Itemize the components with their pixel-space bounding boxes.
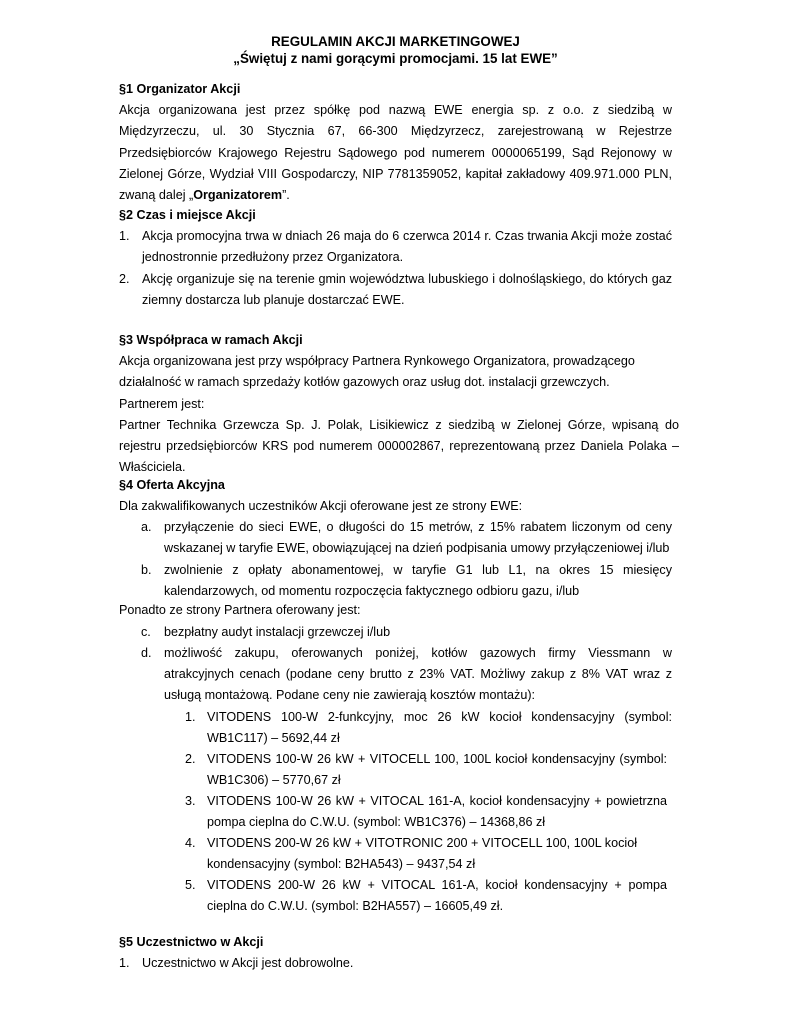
- list-item-text: Uczestnictwo w Akcji jest dobrowolne.: [142, 956, 354, 970]
- section-3-partner: Partner Technika Grzewcza Sp. J. Polak, Lisikiewicz z siedzibą w Zielonej Górze, wpisaną do rejestru przedsiębiorców KRS pod numerem 000002867, reprezentowaną przez Daniela Polaka – Właściciela.: [119, 417, 679, 475]
- product-item: [185, 749, 672, 791]
- list-item-text: Akcja promocyjna trwa w dniach 26 maja do 6 czerwca 2014 r. Czas trwania Akcji może zostać jednostronnie przedłużony przez Organizatora.: [142, 229, 672, 265]
- product-text: VITODENS 100-W 2-funkcyjny, moc 26 kW kocioł kondensacyjny (symbol: WB1C117) – 5692,44 zł: [207, 710, 672, 746]
- offer-item: [141, 517, 672, 559]
- document-title: REGULAMIN AKCJI MARKETINGOWEJ: [271, 34, 520, 49]
- section-3: [119, 330, 679, 478]
- offer-item: [141, 622, 672, 643]
- document-subtitle: „Świętuj z nami gorącymi promocjami. 15 lat EWE”: [233, 51, 558, 66]
- list-marker: d.: [141, 646, 152, 660]
- list-marker: 2.: [119, 272, 130, 286]
- section-2-item: [119, 269, 672, 311]
- list-marker: 1.: [185, 710, 196, 724]
- section-3-paragraph: Akcja organizowana jest przy współpracy Partnera Rynkowego Organizatora, prowadzącego działalność w ramach sprzedaży kotłów gazowych oraz usług dot. instalacji grzewczych. Partnerem jest:: [119, 354, 635, 411]
- section-2: [119, 205, 672, 226]
- section-3-heading: §3 Współpraca w ramach Akcji: [119, 333, 303, 347]
- partner-intro: Ponadto ze strony Partnera oferowany jest:: [119, 603, 361, 617]
- list-marker: c.: [141, 625, 151, 639]
- list-marker: 1.: [119, 956, 130, 970]
- organizer-term: Organizatorem: [193, 188, 283, 203]
- list-marker: b.: [141, 563, 152, 577]
- section-1-text: Akcja organizowana jest przez spółkę pod nazwą EWE energia sp. z o.o. z siedzibą w Międzyrzeczu, ul. 30 Stycznia 67, 66-300 Międzyrzecz, zarejestrowaną w Rejestrze Przedsiębiorców Krajowego Rejestru Sądowego pod numerem 0000065199, Sąd Rejonowy w Zielonej Górze, Wydział VIII Gospodarczy, NIP 7781359052, kapitał zakładowy 409.971.000 PLN, zwaną dalej „: [119, 103, 672, 203]
- section-1-text-end: ”.: [282, 188, 290, 203]
- section-1-paragraph: [119, 100, 672, 206]
- product-item: [185, 833, 672, 875]
- product-text: VITODENS 100-W 26 kW + VITOCELL 100, 100L kocioł kondensacyjny (symbol: WB1C306) – 5770,67 zł: [207, 752, 667, 788]
- section-5-item: [119, 953, 672, 974]
- product-text: VITODENS 100-W 26 kW + VITOCAL 161-A, kocioł kondensacyjny + powietrzna pompa cieplna do C.W.U. (symbol: WB1C376) – 14368,86 zł: [207, 794, 667, 830]
- section-4: [119, 475, 672, 517]
- list-item-text: przyłączenie do sieci EWE, o długości do 15 metrów, z 15% rabatem liczonym od ceny wskazanej w taryfie EWE, obowiązującej na dzień podpisania umowy przyłączeniowej i/lub: [164, 520, 672, 556]
- section-5: [119, 932, 672, 953]
- list-item-text: zwolnienie z opłaty abonamentowej, w taryfie G1 lub L1, na okres 15 miesięcy kalendarzowych, od momentu rozpoczęcia faktycznego odbioru gazu, i/lub: [164, 563, 672, 599]
- section-4-intro: Dla zakwalifikowanych uczestników Akcji oferowane jest ze strony EWE:: [119, 499, 523, 514]
- list-item-text: bezpłatny audyt instalacji grzewczej i/lub: [164, 625, 391, 639]
- list-item-text: Akcję organizuje się na terenie gmin województwa lubuskiego i dolnośląskiego, do których gaz ziemny dostarcza lub planuje dostarczać EWE.: [142, 272, 672, 308]
- list-marker: 3.: [185, 794, 196, 808]
- product-item: [185, 707, 672, 749]
- list-marker: 1.: [119, 229, 130, 243]
- product-item: [185, 791, 672, 833]
- product-item: [185, 875, 672, 917]
- list-marker: a.: [141, 520, 152, 534]
- section-1: [119, 79, 672, 206]
- list-marker: 4.: [185, 836, 196, 850]
- section-2-item: [119, 226, 672, 268]
- section-4-heading: §4 Oferta Akcyjna: [119, 478, 225, 492]
- section-2-heading: §2 Czas i miejsce Akcji: [119, 208, 256, 222]
- offer-item: [141, 560, 672, 602]
- section-1-heading: §1 Organizator Akcji: [119, 82, 241, 96]
- section-5-heading: §5 Uczestnictwo w Akcji: [119, 935, 264, 949]
- product-text: VITODENS 200-W 26 kW + VITOTRONIC 200 + VITOCELL 100, 100L kocioł kondensacyjny (symbol: B2HA543) – 9437,54 zł: [207, 836, 637, 872]
- list-item-text: możliwość zakupu, oferowanych poniżej, kotłów gazowych firmy Viessmann w atrakcyjnych cenach (podane ceny brutto z 23% VAT. Możliwy zakup z 8% VAT wraz z usługą montażową. Podane ceny nie zawierają kosztów montażu):: [164, 646, 672, 703]
- offer-item: [141, 643, 672, 707]
- list-marker: 5.: [185, 878, 196, 892]
- product-text: VITODENS 200-W 26 kW + VITOCAL 161-A, kocioł kondensacyjny + pompa cieplna do C.W.U. (symbol: B2HA557) – 16605,49 zł.: [207, 878, 667, 914]
- list-marker: 2.: [185, 752, 196, 766]
